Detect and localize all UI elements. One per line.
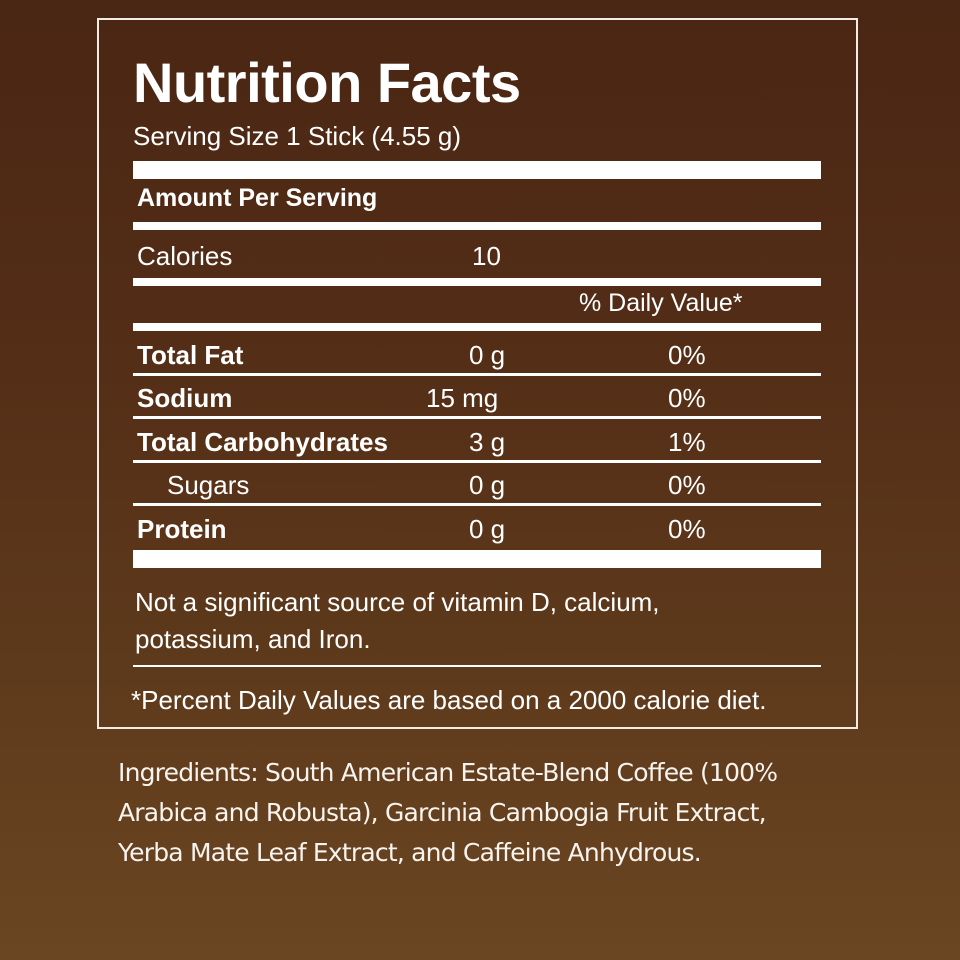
ingredients-line-3: Yerba Mate Leaf Extract, and Caffeine Anhydrous. [118,838,701,867]
nutrient-dv-protein: 0% [668,514,706,544]
divider-thick-top [133,161,821,179]
not-significant-line-2: potassium, and Iron. [135,624,371,654]
nutrient-amount-total-fat: 0 g [469,340,506,370]
nutrition-facts-panel [97,18,858,729]
nutrient-dv-total-fat: 0% [668,340,706,370]
nutrient-name-sodium: Sodium [137,383,233,413]
ingredients-text [118,753,858,873]
calories-label: Calories [137,241,233,271]
not-significant-line-1: Not a significant source of vitamin D, calcium, [135,587,660,617]
divider-row [133,460,821,463]
nutrient-dv-total-carbohydrates: 1% [668,427,706,457]
divider-footnote [133,665,821,667]
divider-row [133,503,821,506]
serving-size: Serving Size 1 Stick (4.55 g) [133,121,462,151]
ingredients-line-2: Arabica and Robusta), Garcinia Cambogia Fruit Extract, [118,798,766,827]
nutrient-amount-sugars: 0 g [469,470,506,500]
divider-daily-value [133,323,821,331]
nutrient-dv-sodium: 0% [668,383,706,413]
nutrient-amount-sodium: 15 mg [426,383,499,413]
nutrient-name-total-fat: Total Fat [137,340,244,370]
divider-amount [133,222,821,230]
daily-value-footnote: *Percent Daily Values are based on a 2000 calorie diet. [131,685,767,715]
amount-per-serving: Amount Per Serving [137,184,378,212]
nutrient-amount-protein: 0 g [469,514,506,544]
daily-value-header: % Daily Value* [579,289,743,317]
nutrient-dv-sugars: 0% [668,470,706,500]
divider-row [133,416,821,419]
nutrient-name-total-carbohydrates: Total Carbohydrates [137,427,388,457]
divider-calories [133,278,821,286]
ingredients-line-1: Ingredients: South American Estate-Blend Coffee (100% [118,758,778,787]
divider-thick-bottom [133,550,821,568]
divider-row [133,373,821,376]
calories-value: 10 [472,241,501,271]
nutrient-name-protein: Protein [137,514,227,544]
nutrition-facts-title: Nutrition Facts [133,51,521,114]
nutrient-name-sugars: Sugars [167,470,250,500]
nutrient-amount-total-carbohydrates: 3 g [469,427,506,457]
